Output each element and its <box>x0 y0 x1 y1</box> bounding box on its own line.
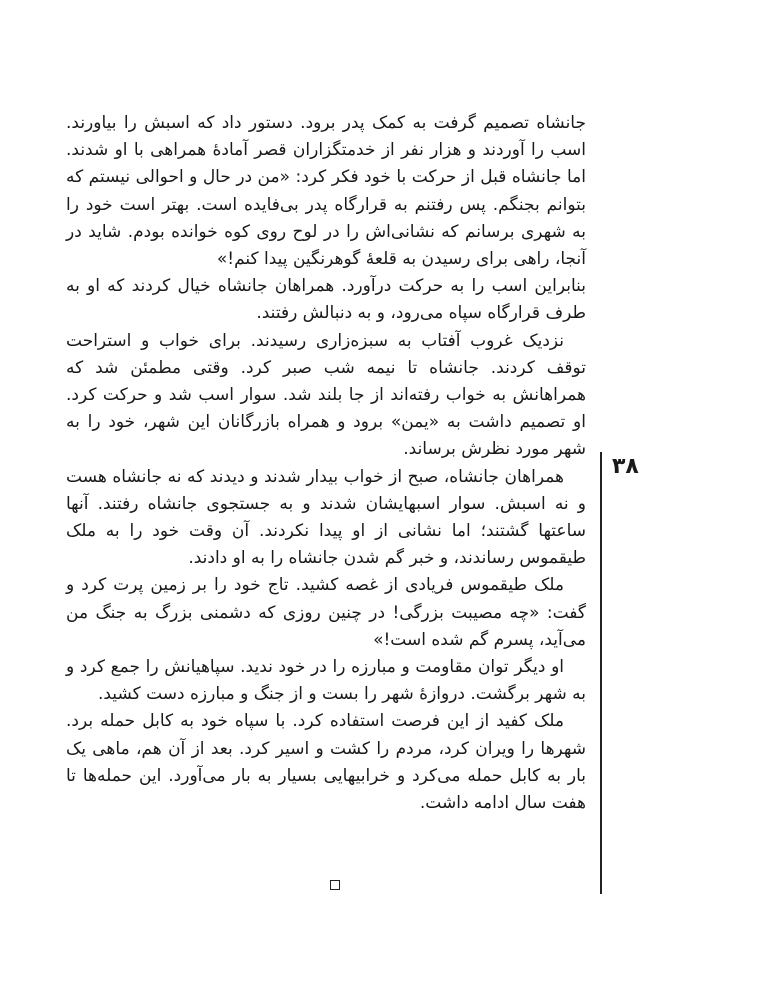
paragraph: بنابراین اسب را به حرکت درآورد. همراهان جانشاه خیال کردند که او به طرف قرارگاه سپاه می‌رود، و به دنبالش رفتند. <box>66 276 586 324</box>
paragraph: او دیگر توان مقاومت و مبارزه را در خود ندید. سپاهیانش را جمع کرد و به شهر برگشت. دروازهٔ شهر را بست و از جنگ و مبارزه دست کشید. <box>66 657 586 705</box>
page-number: ۳۸ <box>612 454 639 479</box>
body-text <box>66 110 586 817</box>
paragraph: نزدیک غروب آفتاب به سبزه‌زاری رسیدند. برای خواب و استراحت توقف کردند. جانشاه تا نیمه شب صبر کرد. وقتی مطمئن شد که همراهانش به خواب رفته‌اند از جا بلند شد. سوار اسب شد و حرکت کرد. او تصمیم داشت به «یمن» برود و همراه بازرگانان این شهر، خود را به شهر مورد نظرش برساند. <box>66 330 586 460</box>
paragraph: ملک طیقموس فریادی از غصه کشید. تاج خود را بر زمین پرت کرد و گفت: «چه مصیبت بزرگی! در چنین روزی که دشمنی بزرگ به جنگ من می‌آید، پسرم گم شده است!» <box>66 575 586 650</box>
square-end-mark-icon <box>330 880 340 890</box>
paragraph: ملک کفید از این فرصت استفاده کرد. با سپاه خود به کابل حمله برد. شهرها را ویران کرد، مردم را کشت و اسیر کرد. بعد از آن هم، ماهی یک بار به کابل حمله می‌کرد و خرابیهایی بسیار به بار می‌آورد. این حمله‌ها تا هفت سال ادامه داشت. <box>66 711 586 814</box>
paragraph: همراهان جانشاه، صبح از خواب بیدار شدند و دیدند که نه جانشاه هست و نه اسبش. سوار اسبهایشان شدند و به جستجوی جانشاه رفتند. آنها ساعتها گشتند؛ اما نشانی از او پیدا نکردند. آن وقت خود را به ملک طیقموس رساندند، و خبر گم شدن جانشاه را به او دادند. <box>66 466 586 569</box>
margin-rule <box>600 452 602 894</box>
paragraph: جانشاه تصمیم گرفت به کمک پدر برود. دستور داد که اسبش را بیاورند. اسب را آوردند و هزار نفر از خدمتگزاران قصر آمادهٔ همراهی با او شدند. اما جانشاه قبل از حرکت با خود فکر کرد: «من در حال و احوالی نیستم که بتوانم بجنگم. پس رفتنم به قرارگاه پدر بی‌فایده است. بهتر است خود را به شهری برسانم که نشانی‌اش را در لوح روی کوه خوانده بودم. شاید در آنجا، راهی برای رسیدن به قلعهٔ گوهرنگین پیدا کنم!» <box>66 113 586 270</box>
